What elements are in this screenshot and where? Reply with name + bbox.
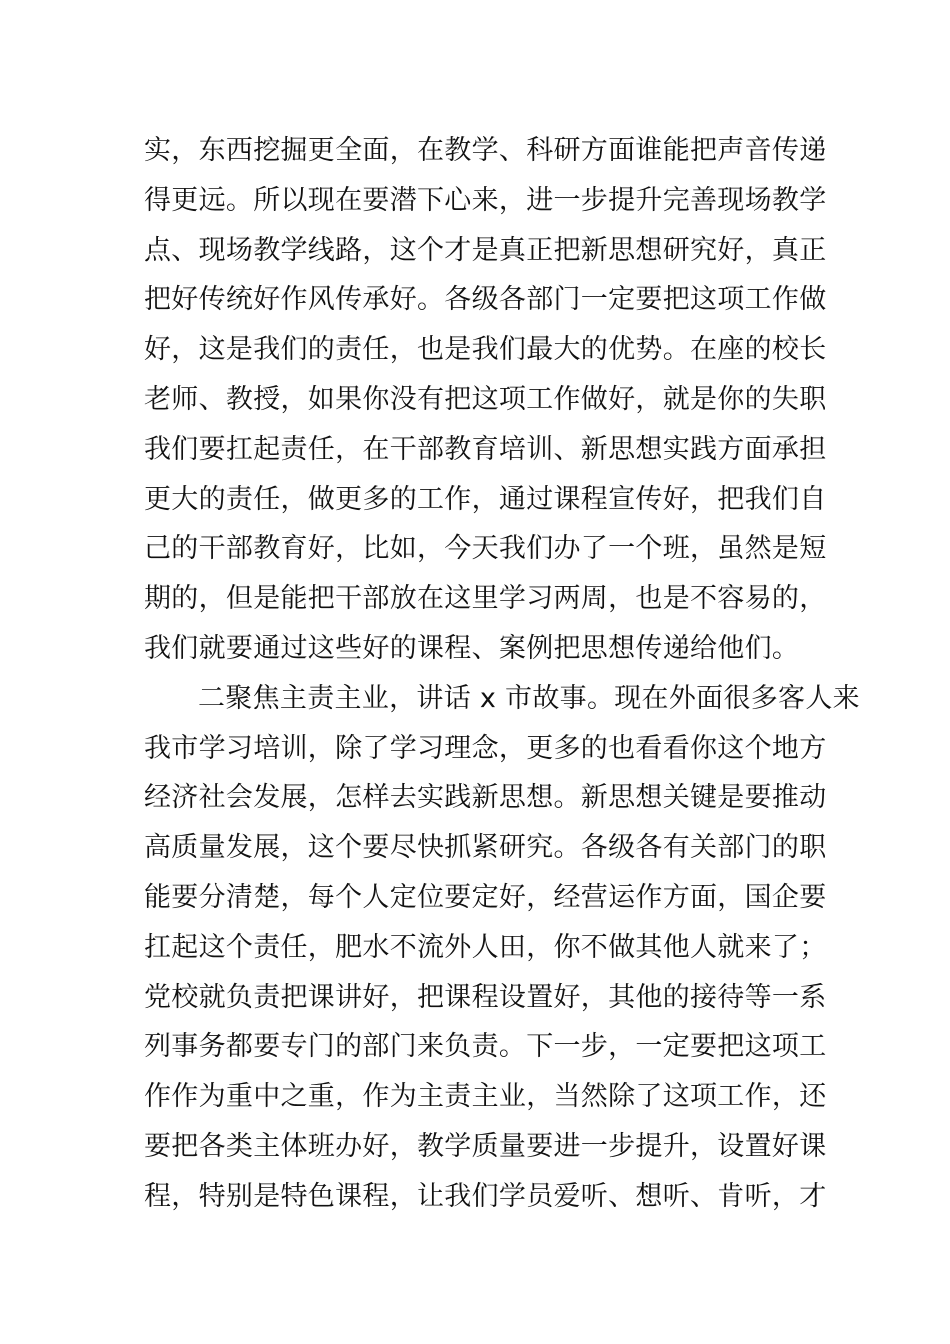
text-line: 己的干部教育好，比如，今天我们办了一个班，虽然是短 bbox=[144, 533, 827, 565]
paragraph-start-line: 二聚焦主责主业，讲话 x 市故事。现在外面很多客人来 bbox=[198, 682, 860, 714]
text-line: 更大的责任，做更多的工作，通过课程宣传好，把我们自 bbox=[144, 483, 827, 515]
text-line: 点、现场教学线路，这个才是真正把新思想研究好，真正 bbox=[144, 234, 827, 266]
text-line: 扛起这个责任，肥水不流外人田，你不做其他人就来了； bbox=[144, 931, 827, 963]
text-line: 要把各类主体班办好，教学质量要进一步提升，设置好课 bbox=[144, 1130, 827, 1162]
text-line: 期的，但是能把干部放在这里学习两周，也是不容易的， bbox=[144, 583, 827, 615]
text-line: 作作为重中之重，作为主责主业，当然除了这项工作，还 bbox=[144, 1081, 827, 1113]
text-line: 得更远。所以现在要潜下心来，进一步提升完善现场教学 bbox=[144, 184, 827, 216]
text-line: 把好传统好作风传承好。各级各部门一定要把这项工作做 bbox=[144, 284, 827, 316]
body-text bbox=[144, 126, 860, 1222]
text-line: 我们就要通过这些好的课程、案例把思想传递给他们。 bbox=[144, 632, 800, 664]
text-line: 好，这是我们的责任，也是我们最大的优势。在座的校长 bbox=[144, 334, 827, 366]
text-line: 经济社会发展，怎样去实践新思想。新思想关键是要推动 bbox=[144, 782, 827, 814]
text-line: 我们要扛起责任，在干部教育培训、新思想实践方面承担 bbox=[144, 433, 827, 465]
text-line: 程，特别是特色课程，让我们学员爱听、想听、肯听，才 bbox=[144, 1180, 827, 1212]
text-line: 列事务都要专门的部门来负责。下一步，一定要把这项工 bbox=[144, 1031, 827, 1063]
text-line: 党校就负责把课讲好，把课程设置好，其他的接待等一系 bbox=[144, 981, 827, 1013]
text-line: 我市学习培训，除了学习理念，更多的也看看你这个地方 bbox=[144, 732, 827, 764]
text-line: 老师、教授，如果你没有把这项工作做好，就是你的失职 bbox=[144, 383, 827, 415]
text-line: 能要分清楚，每个人定位要定好，经营运作方面，国企要 bbox=[144, 881, 827, 913]
text-line: 高质量发展，这个要尽快抓紧研究。各级各有关部门的职 bbox=[144, 832, 827, 864]
text-line: 实，东西挖掘更全面，在教学、科研方面谁能把声音传递 bbox=[144, 135, 827, 166]
